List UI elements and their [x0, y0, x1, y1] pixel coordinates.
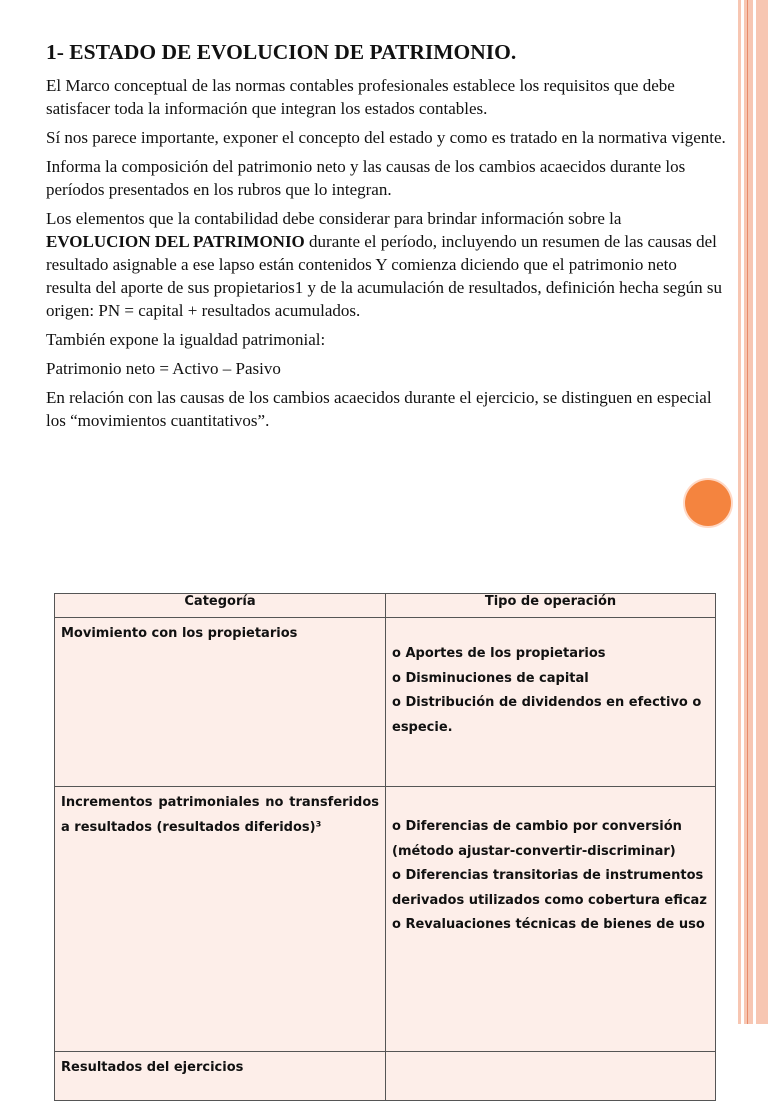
list-item: o Aportes de los propietarios: [392, 646, 606, 661]
stripe-line: [747, 0, 748, 1024]
operations-list: [392, 815, 709, 938]
paragraph: También expone la igualdad patrimonial:: [46, 330, 326, 349]
equation-paragraph: Patrimonio neto = Activo – Pasivo: [46, 359, 281, 378]
column-header-operation-type: Tipo de operación: [386, 594, 716, 618]
list-item: o Distribución de dividendos en efectivo o especie.: [392, 695, 702, 735]
table-header-row: [55, 594, 716, 618]
category-cell: Incrementos patrimoniales no transferidos a resultados (resultados diferidos)³: [55, 787, 386, 1052]
operations-cell: [386, 1052, 716, 1101]
operations-cell: [386, 787, 716, 1052]
list-item: o Diferencias transitorias de instrumentos derivados utilizados como cobertura eficaz: [392, 868, 707, 908]
page-title: 1- ESTADO DE EVOLUCION DE PATRIMONIO.: [46, 40, 517, 64]
slide-content: [46, 38, 726, 438]
paragraph: Sí nos parece importante, exponer el concepto del estado y como es tratado en la normativa vigente.: [46, 128, 726, 147]
table-row: [55, 1052, 716, 1101]
decorative-circle: [685, 480, 731, 526]
paragraph: Informa la composición del patrimonio neto y las causas de los cambios acaecidos durante los períodos presentados en los rubros que lo integran.: [46, 157, 686, 199]
operations-table: [54, 593, 716, 1101]
stripe-line: [741, 0, 744, 1024]
table-row: [55, 618, 716, 787]
table-row: [55, 787, 716, 1052]
list-item: o Disminuciones de capital: [392, 670, 589, 686]
paragraph: [46, 207, 726, 322]
paragraph-text: Los elementos que la contabilidad debe considerar para brindar información sobre la: [46, 209, 622, 228]
list-item: o Revaluaciones técnicas de bienes de uso: [392, 917, 705, 932]
paragraph: En relación con las causas de los cambios acaecidos durante el ejercicio, se distinguen en especial los “movimientos cuantitativos”.: [46, 388, 712, 430]
category-cell: Movimiento con los propietarios: [55, 618, 386, 787]
operations-list: [392, 642, 709, 740]
paragraph: El Marco conceptual de las normas contables profesionales establece los requisitos que debe satisfacer toda la información que integran los estados contables.: [46, 76, 675, 118]
paragraph-text: durante el período, incluyendo un resumen de las causas del resultado asignable a ese lapso están contenidos Y comienza diciendo que el patrimonio neto resulta del aporte de sus propietarios1 y de la acumulación de resultados, definición hecha según su origen: PN = capital + resultados acumulados.: [46, 232, 723, 320]
bold-term: EVOLUCION DEL PATRIMONIO: [46, 232, 305, 251]
column-header-category: Categoría: [55, 594, 386, 618]
stripe-line: [753, 0, 756, 1024]
category-cell: Resultados del ejercicios: [55, 1052, 386, 1101]
list-item: o Diferencias de cambio por conversión (método ajustar-convertir-discriminar): [392, 819, 682, 859]
operations-cell: [386, 618, 716, 787]
